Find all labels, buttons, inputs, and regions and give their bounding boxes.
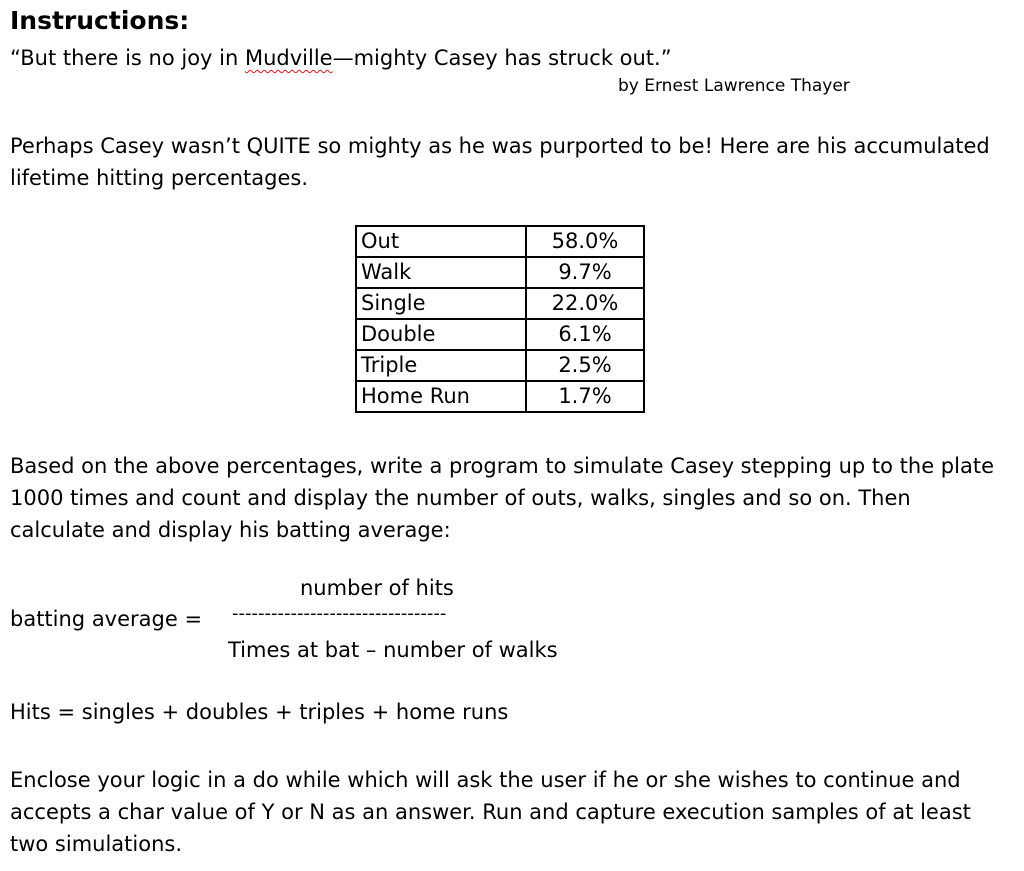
percentage-cell: 1.7% xyxy=(526,381,644,412)
outcome-cell: Double xyxy=(356,319,526,350)
page-title: Instructions: xyxy=(10,6,190,35)
table-row xyxy=(356,350,644,381)
task-paragraph: Based on the above percentages, write a program to simulate Casey stepping up to the plate 1000 times and count and display the number of outs, walks, singles and so on. Then calculate and display his batting average: xyxy=(10,454,994,542)
casey-quote xyxy=(10,46,672,70)
outcome-cell: Out xyxy=(356,226,526,257)
closing-paragraph: Enclose your logic in a do while which will ask the user if he or she wishes to continue and accepts a char value of Y or N as an answer. Run and capture execution samples of at least two simulations. xyxy=(10,768,971,856)
table-row xyxy=(356,257,644,288)
quote-text-end: —mighty Casey has struck out.” xyxy=(332,46,672,70)
table-row xyxy=(356,226,644,257)
table-row xyxy=(356,288,644,319)
outcome-cell: Home Run xyxy=(356,381,526,412)
formula-divider: --------------------------------- xyxy=(232,603,447,624)
formula-lhs: batting average = xyxy=(10,607,203,631)
outcome-cell: Walk xyxy=(356,257,526,288)
percentage-cell: 22.0% xyxy=(526,288,644,319)
table-row xyxy=(356,319,644,350)
table-row xyxy=(356,381,644,412)
percentage-cell: 58.0% xyxy=(526,226,644,257)
hits-definition: Hits = singles + doubles + triples + home runs xyxy=(10,700,509,724)
percentage-cell: 6.1% xyxy=(526,319,644,350)
spellcheck-marked-word: Mudville xyxy=(244,46,333,70)
formula-denominator: Times at bat – number of walks xyxy=(228,638,558,662)
outcome-cell: Triple xyxy=(356,350,526,381)
quote-text-start: “But there is no joy in xyxy=(10,46,245,70)
percentage-cell: 9.7% xyxy=(526,257,644,288)
formula-numerator: number of hits xyxy=(300,576,454,600)
outcome-cell: Single xyxy=(356,288,526,319)
hitting-percentages-table xyxy=(355,225,645,413)
percentage-cell: 2.5% xyxy=(526,350,644,381)
intro-paragraph: Perhaps Casey wasn’t QUITE so mighty as he was purported to be! Here are his accumulated lifetime hitting percentages. xyxy=(10,134,990,190)
quote-attribution: by Ernest Lawrence Thayer xyxy=(618,76,850,96)
